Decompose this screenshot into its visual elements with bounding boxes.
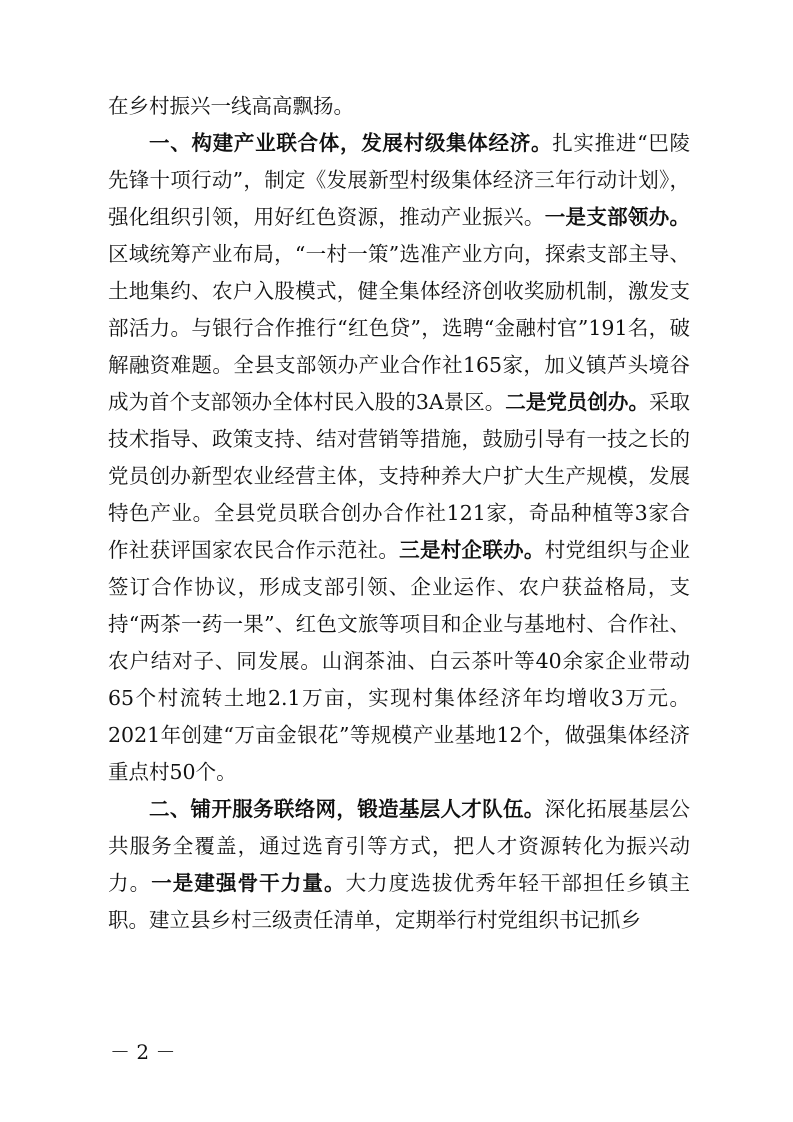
- section-heading-1: 一、构建产业联合体，发展村级集体经济。: [149, 131, 553, 155]
- paragraph-2-text-3: 采取技术指导、政策支持、结对营销等措施，鼓励引导有一技之长的党员创办新型农业经营主体，支持种养大户扩大生产规模，发展特色产业。全县党员联合创办合作社121家，奇品种植等3家合作社获评国家农民合作示范社。: [108, 390, 690, 562]
- subheading-support: 一是支部领办。: [544, 205, 691, 229]
- paragraph-2: [108, 125, 690, 791]
- paragraph-1: [108, 88, 690, 125]
- subheading-enterprise: 三是村企联办。: [399, 538, 545, 562]
- paragraph-3-text-2: 大力度选拔优秀年轻干部担任乡镇主职。建立县乡村三级责任清单，定期举行村党组织书记抓乡: [108, 871, 691, 932]
- page-number: － 2 －: [110, 1040, 176, 1064]
- paragraph-3: [108, 791, 690, 939]
- paragraph-3-text-1: 深化拓展基层公共服务全覆盖，通过选育引等方式，把人才资源转化为振兴动力。: [108, 797, 691, 895]
- paragraph-2-text-4: 村党组织与企业签订合作协议，形成支部引领、企业运作、农户获益格局，支持“两茶一药一果”、红色文旅等项目和企业与基地村、合作社、农户结对子、同发展。山润茶油、白云茶叶等40余家企业带动65个村流转土地2.1万亩，实现村集体经济年均增收3万元。2021年创建“万亩金银花”等规模产业基地12个，做强集体经济重点村50个。: [108, 538, 691, 784]
- document-body: [108, 88, 690, 939]
- paragraph-2-text-1: 扎实推进“巴陵先锋十项行动”，制定《发展新型村级集体经济三年行动计划》，强化组织引领，用好红色资源，推动产业振兴。: [108, 131, 691, 229]
- paragraph-1-text: 在乡村振兴一线高高飘扬。: [108, 94, 354, 118]
- paragraph-2-text-2: 区域统筹产业布局，“一村一策”选准产业方向，探索支部主导、土地集约、农户入股模式，健全集体经济创收奖励机制，激发支部活力。与银行合作推行“红色贷”，选聘“金融村官”191名，破解融资难题。全县支部领办产业合作社165家，加义镇芦头境谷成为首个支部领办全体村民入股的3A景区。: [108, 242, 690, 414]
- section-heading-2: 二、铺开服务联络网，锻造基层人才队伍。: [149, 797, 545, 821]
- subheading-backbone: 一是建强骨干力量。: [151, 871, 346, 895]
- subheading-member: 二是党员创办。: [505, 390, 649, 414]
